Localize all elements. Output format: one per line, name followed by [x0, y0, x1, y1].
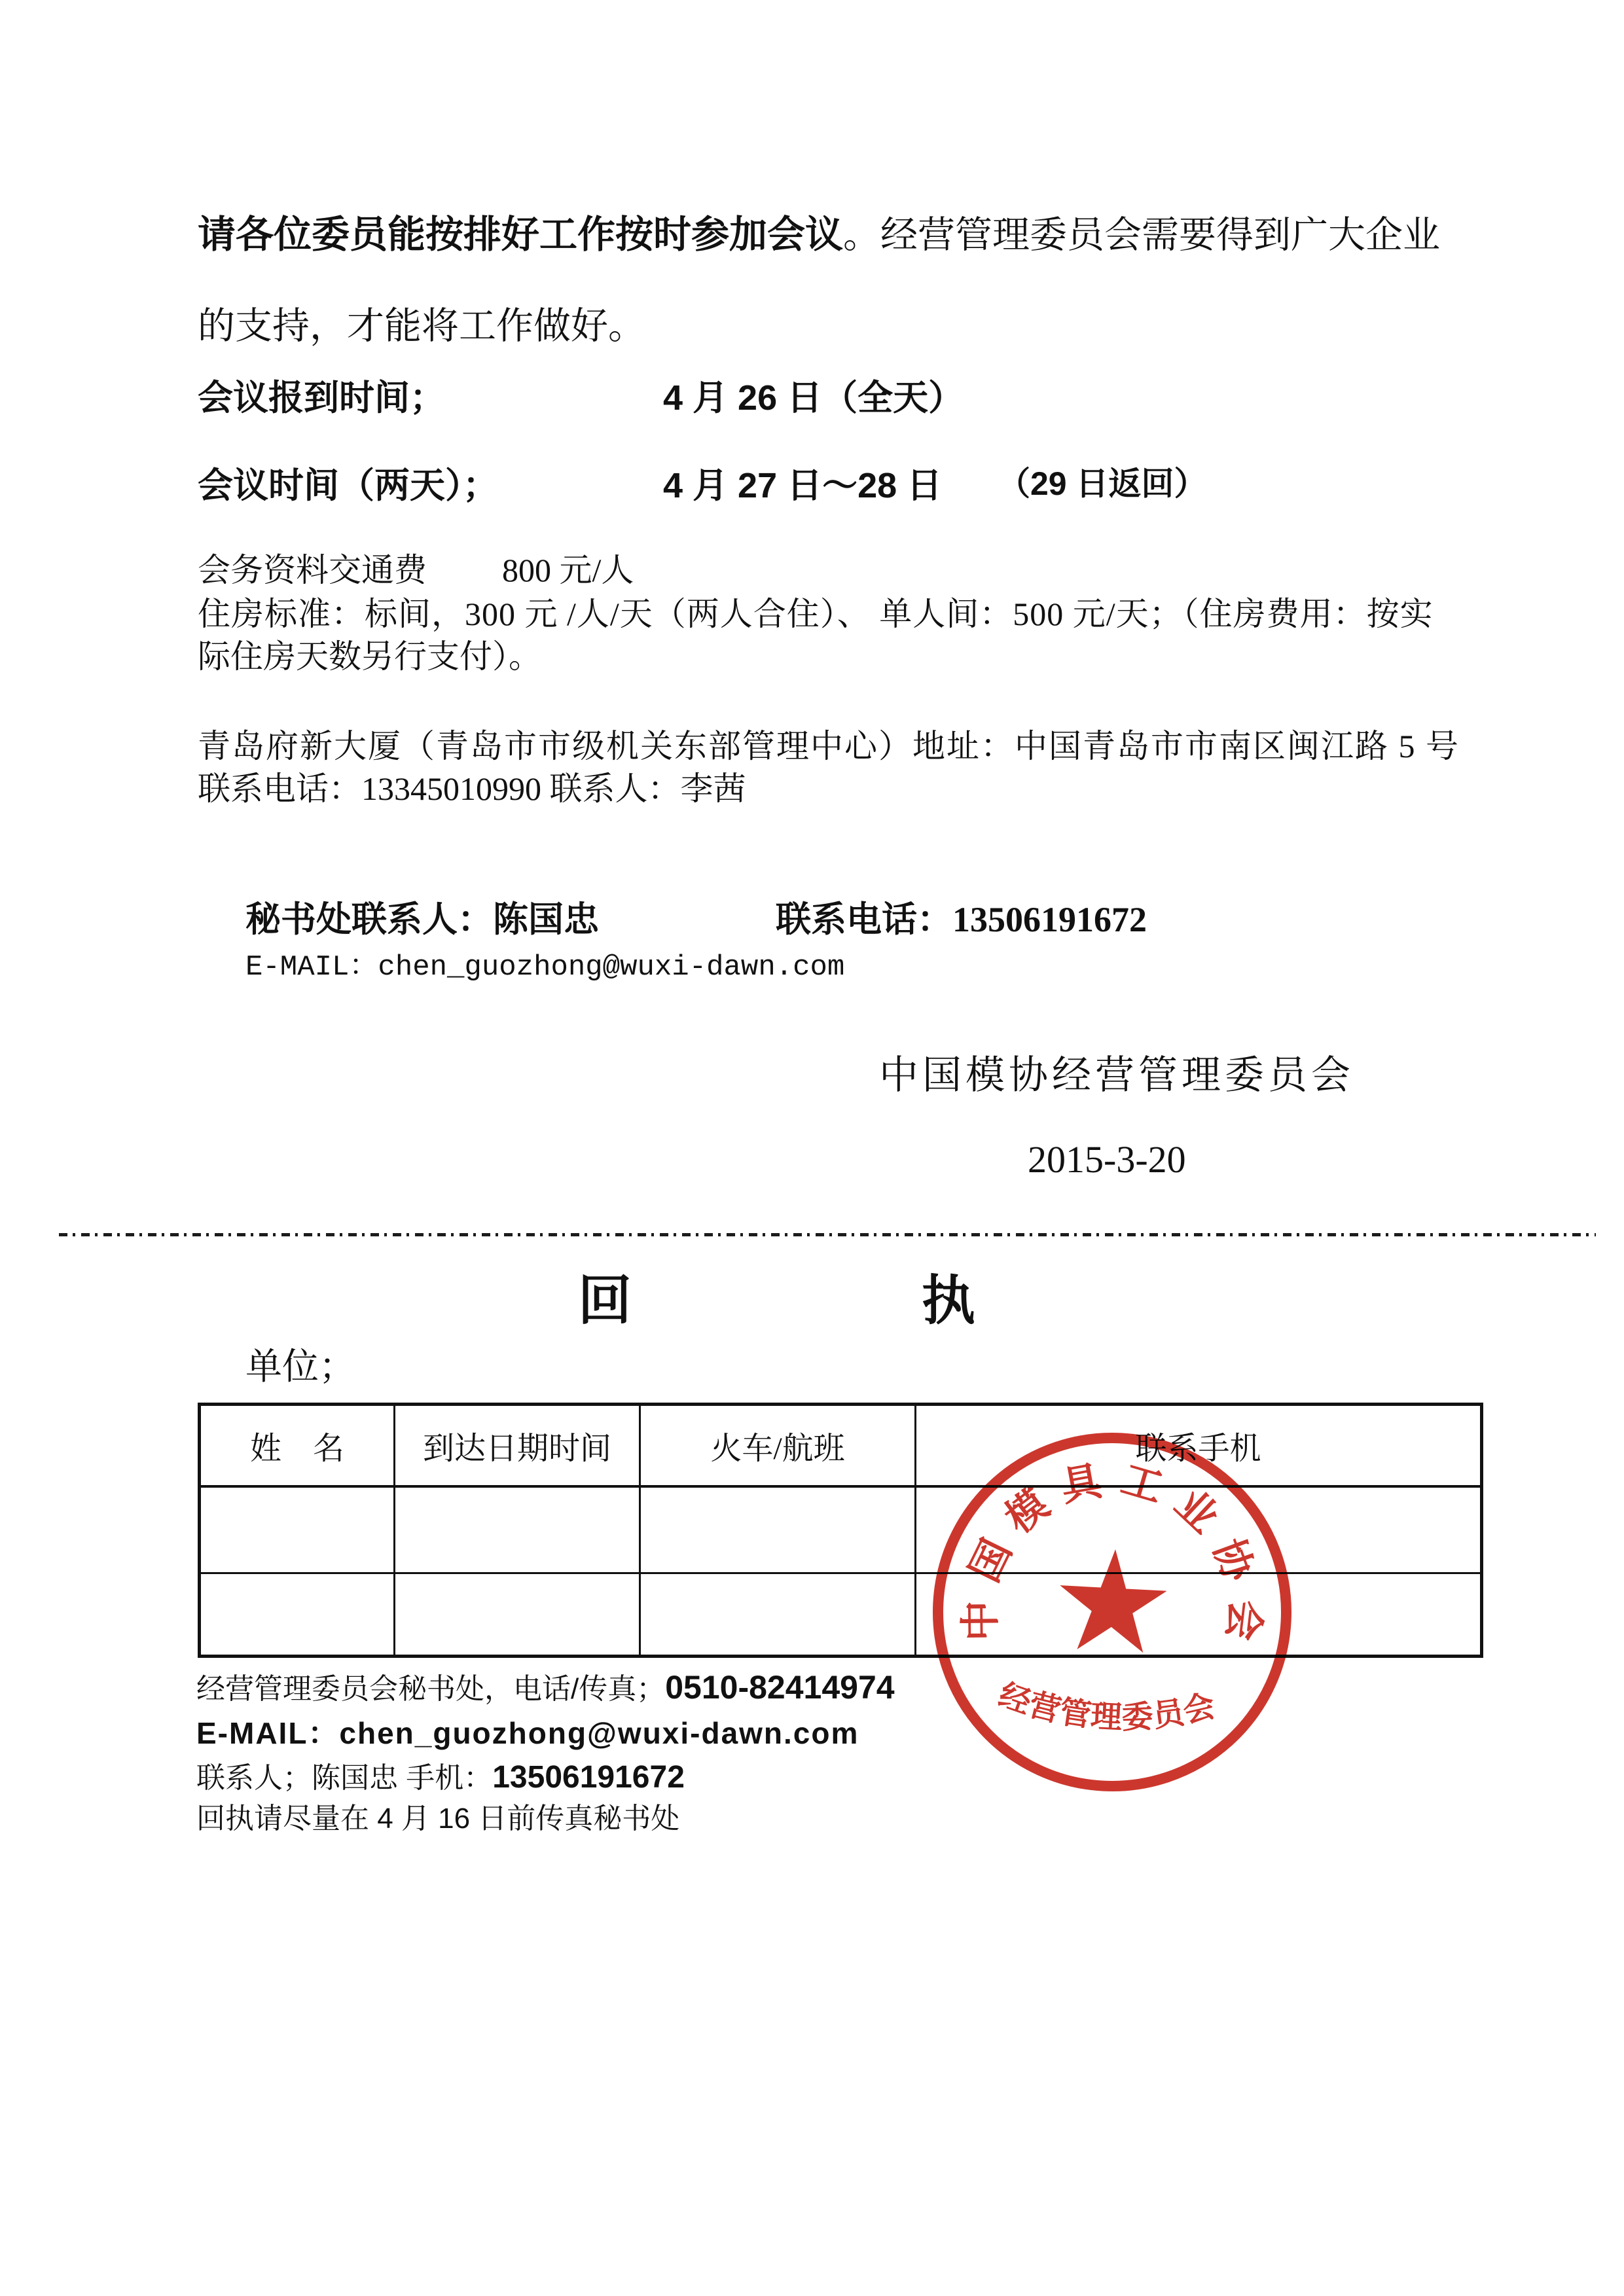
intro-bold-text: 请各位委员能按排好工作按时参加会议 [198, 213, 844, 256]
intro-rest-text: 。经营管理委员会需要得到广大企业 [843, 215, 1441, 256]
signature-date: 2015-3-20 [1028, 1138, 1186, 1181]
footer-fax-label: 经营管理委员会秘书处，电话/传真； [196, 1673, 666, 1705]
checkin-time-value: 4 月 26 日（全天） [663, 378, 964, 418]
header-train-flight: 火车/航班 [640, 1405, 916, 1486]
reply-title-char-left: 回 [578, 1271, 632, 1331]
fee-line [198, 544, 634, 591]
meeting-time-label: 会议时间（两天）； [198, 466, 498, 505]
fee-label: 会务资料交通费 [198, 552, 427, 588]
footer-fax-number: 0510-82414974 [665, 1669, 895, 1706]
cell-name [200, 1573, 395, 1657]
stamp-bottom-text: 经营管理委员会 [994, 1677, 1219, 1736]
stamp-ring-text: 中国模具工业协会 [958, 1456, 1268, 1657]
return-date-note: （29 日返回） [998, 465, 1207, 502]
lodging-standard-line2: 际住房天数另行支付）。 [198, 638, 541, 675]
cell-name [200, 1486, 395, 1573]
secretary-email: E-MAIL：chen_guozhong@wuxi-dawn.com [245, 951, 845, 984]
secretary-phone: 联系电话：13506191672 [776, 900, 1147, 939]
stamp-star-icon [1056, 1547, 1169, 1654]
footer-email: E-MAIL：chen_guozhong@wuxi-dawn.com [196, 1716, 859, 1750]
footer-secretariat-line [196, 1665, 895, 1707]
secretary-contact: 秘书处联系人：陈国忠 [245, 900, 599, 939]
signature-organization: 中国模协经营管理委员会 [879, 1054, 1354, 1097]
header-name: 姓 名 [200, 1405, 395, 1486]
footer-contact-label: 联系人；陈国忠 手机： [196, 1762, 493, 1794]
footer-mobile-number: 13506191672 [492, 1760, 685, 1795]
dash-dot-separator [59, 1233, 1596, 1236]
venue-address-line: 青岛府新大厦（青岛市市级机关东部管理中心）地址：中国青岛市市南区闽江路 5 号 [198, 728, 1460, 764]
cell-arrival-datetime [395, 1486, 640, 1573]
fee-value: 800 元/人 [502, 552, 634, 588]
header-mobile: 联系手机 [916, 1405, 1482, 1486]
footer-deadline-note: 回执请尽量在 4 月 16 日前传真秘书处 [196, 1803, 680, 1835]
cell-train-flight [640, 1486, 916, 1573]
lodging-standard-line1: 住房标准：标间，300 元 /人/天（两人合住）、 单人间：500 元/天；（住房费用：按实 [198, 596, 1434, 632]
checkin-time-label: 会议报到时间； [198, 378, 445, 418]
official-stamp [927, 1427, 1297, 1797]
intro-paragraph-line1 [198, 213, 1441, 256]
reply-title-char-right: 执 [922, 1271, 976, 1331]
unit-label: 单位； [245, 1347, 355, 1388]
footer-contact-line [196, 1754, 685, 1796]
venue-contact-line: 联系电话：13345010990 联系人：李茜 [198, 770, 746, 807]
svg-text:经营管理委员会 [994, 1677, 1221, 1741]
meeting-time-value: 4 月 27 日～28 日 [663, 466, 943, 505]
cell-train-flight [640, 1573, 916, 1657]
intro-paragraph-line2: 的支持，才能将工作做好。 [198, 306, 645, 347]
header-arrival-datetime: 到达日期时间 [395, 1405, 640, 1486]
cell-arrival-datetime [395, 1573, 640, 1657]
